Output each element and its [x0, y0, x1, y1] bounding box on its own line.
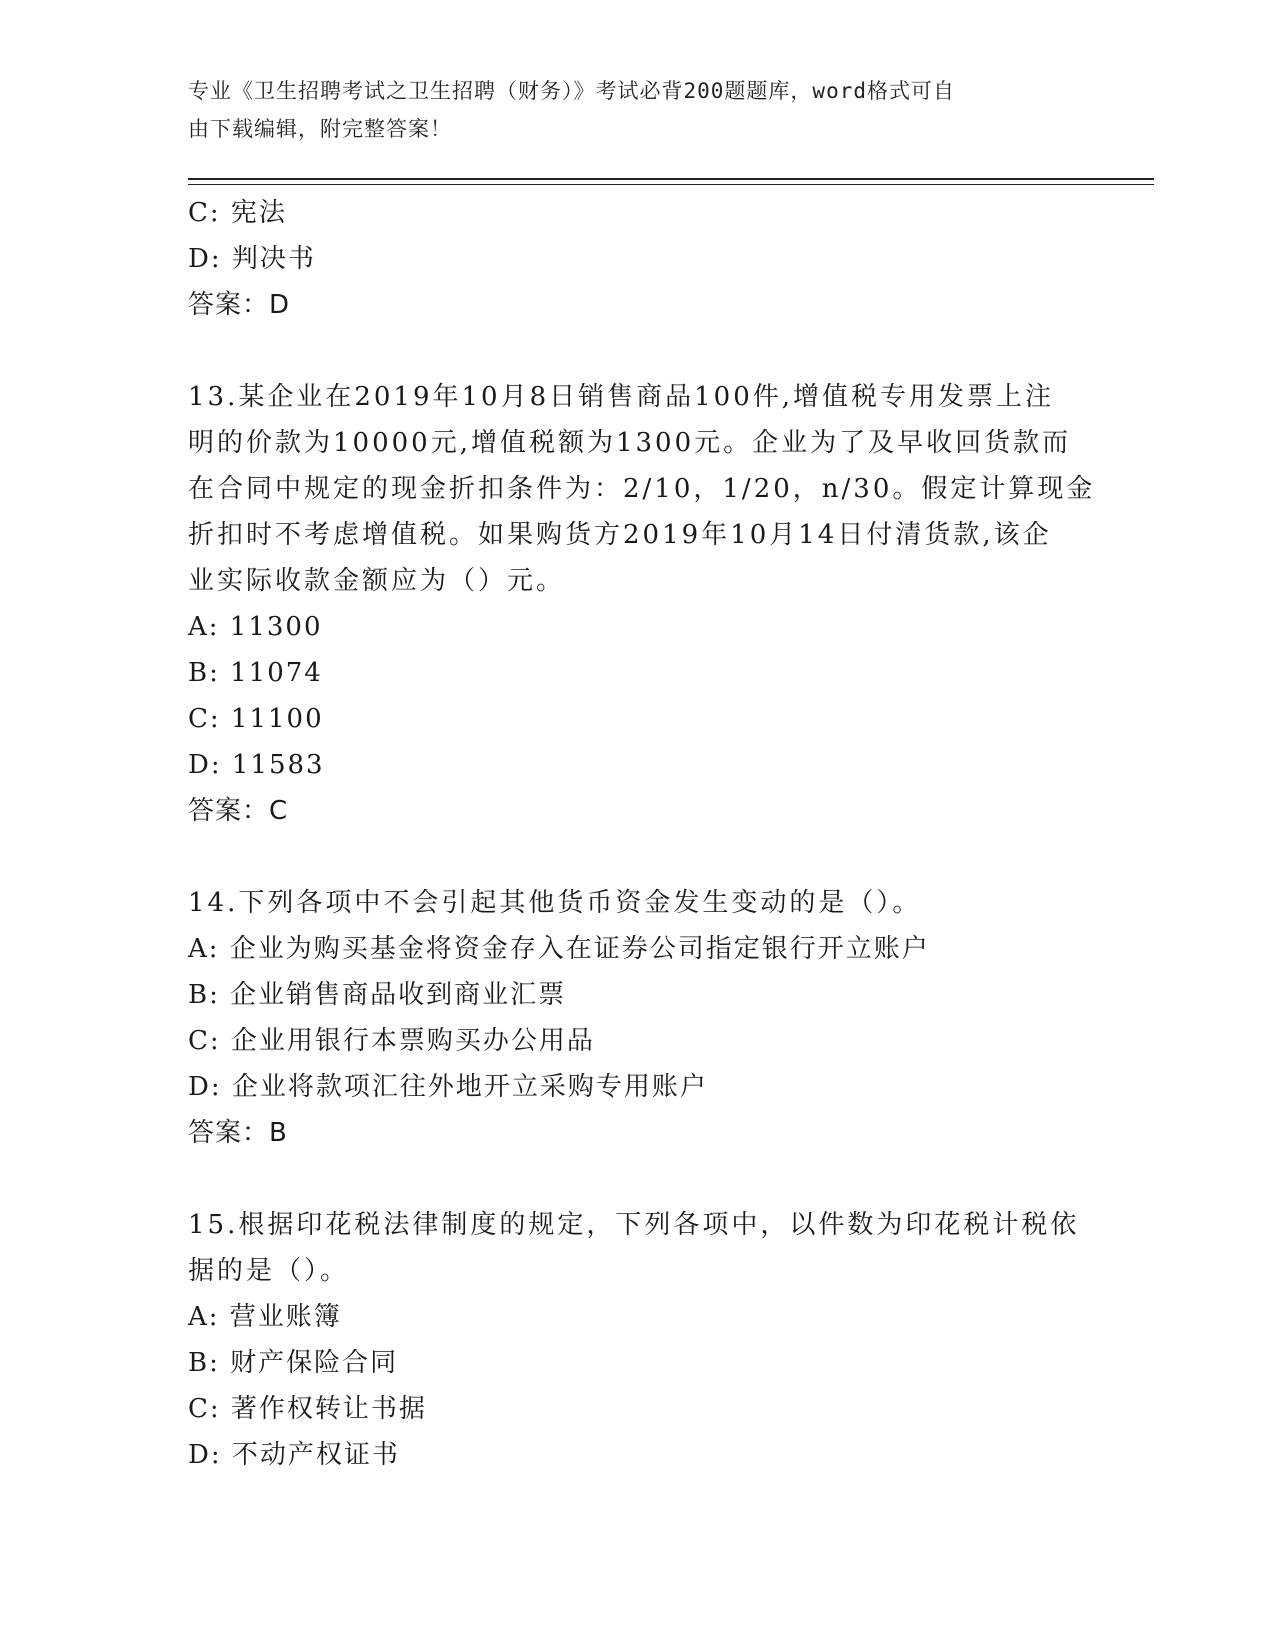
page-header — [188, 72, 1068, 148]
question-line: 明的价款为10000元,增值税额为1300元。企业为了及早收回货款而 — [188, 428, 1072, 458]
option-d: D: 企业将款项汇往外地开立采购专用账户 — [188, 1072, 708, 1102]
spacer — [188, 1156, 1088, 1202]
prev-question — [188, 190, 1088, 328]
spacer — [188, 834, 1088, 880]
question-line: 15.根据印花税法律制度的规定，下列各项中，以件数为印花税计税依 — [188, 1210, 1080, 1240]
question-line: 据的是（）。 — [188, 1256, 350, 1286]
question-14 — [188, 880, 1088, 1156]
option-c: C: 宪法 — [188, 198, 287, 228]
option-b: B: 企业销售商品收到商业汇票 — [188, 980, 567, 1010]
question-15 — [188, 1202, 1088, 1478]
question-line: 业实际收款金额应为（）元。 — [188, 566, 566, 596]
document-body — [188, 190, 1096, 1478]
option-d: D: 不动产权证书 — [188, 1440, 400, 1470]
spacer — [188, 328, 1088, 374]
question-line: 14.下列各项中不会引起其他货币资金发生变动的是（）。 — [188, 888, 922, 918]
option-c: C: 著作权转让书据 — [188, 1394, 427, 1424]
option-d: D: 11583 — [188, 750, 325, 780]
question-line: 13.某企业在2019年10月8日销售商品100件,增值税专用发票上注 — [188, 382, 1055, 412]
option-a: A: 11300 — [188, 612, 323, 642]
option-a: A: 营业账簿 — [188, 1302, 342, 1332]
header-rule-thin — [188, 184, 1154, 185]
question-line: 折扣时不考虑增值税。如果购货方2019年10月14日付清货款,该企 — [188, 520, 1052, 550]
header-rule-thick — [188, 178, 1154, 180]
option-c: C: 11100 — [188, 704, 324, 734]
header-line-1: 专业《卫生招聘考试之卫生招聘（财务）》考试必背200题题库，word格式可自 — [188, 79, 955, 103]
option-b: B: 财产保险合同 — [188, 1348, 399, 1378]
option-c: C: 企业用银行本票购买办公用品 — [188, 1026, 595, 1056]
answer: 答案：D — [188, 290, 291, 320]
question-13 — [188, 374, 1096, 834]
option-d: D: 判决书 — [188, 244, 316, 274]
header-line-2: 由下载编辑，附完整答案！ — [188, 117, 452, 141]
option-b: B: 11074 — [188, 658, 323, 688]
answer: 答案：C — [188, 796, 289, 826]
question-line: 在合同中规定的现金折扣条件为：2/10，1/20，n/30。假定计算现金 — [188, 474, 1096, 504]
option-a: A: 企业为购买基金将资金存入在证券公司指定银行开立账户 — [188, 934, 930, 964]
answer: 答案：B — [188, 1118, 288, 1148]
